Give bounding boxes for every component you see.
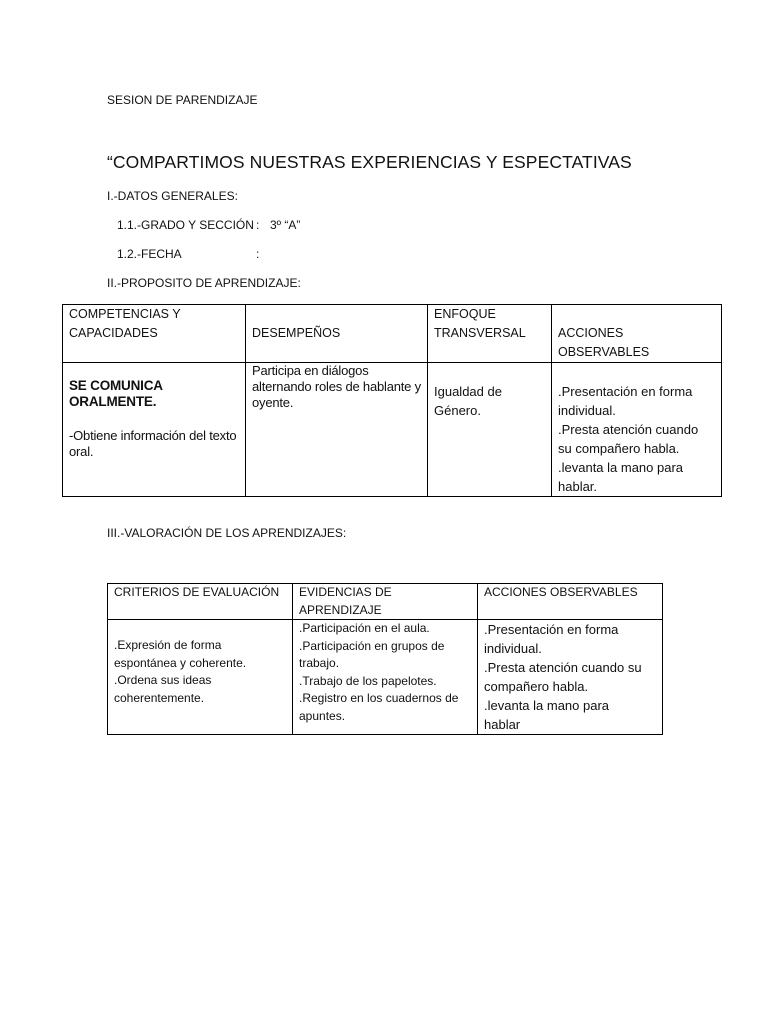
valoracion-table xyxy=(107,583,663,735)
evidencia-line: .Trabajo de los papelotes. xyxy=(299,673,437,688)
header-criterios xyxy=(108,584,293,620)
header-desempenos xyxy=(246,305,428,363)
cell-criterios xyxy=(108,620,293,735)
cell-acciones-observables xyxy=(478,620,663,735)
document-type: SESION DE PARENDIZAJE xyxy=(107,93,258,107)
section-3-heading: III.-VALORACIÓN DE LOS APRENDIZAJES: xyxy=(107,526,347,540)
criterio-line: coherentemente. xyxy=(114,690,205,705)
section-1-heading: I.-DATOS GENERALES: xyxy=(107,189,238,203)
document-title: “COMPARTIMOS NUESTRAS EXPERIENCIAS Y ESPECTATIVAS xyxy=(107,152,632,172)
header-evidencias-label: EVIDENCIAS DE APRENDIZAJE xyxy=(299,585,392,617)
header-desempenos-label: DESEMPEÑOS xyxy=(252,326,341,340)
accion-line: individual. xyxy=(558,403,616,418)
evidencia-line: .Registro en los cuadernos de xyxy=(299,691,459,705)
header-competencias-line2: CAPACIDADES xyxy=(69,326,158,340)
criterio-line: espontánea y coherente. xyxy=(114,655,247,670)
enfoque-line2: Género. xyxy=(434,403,481,418)
cell-competencia xyxy=(63,363,246,497)
cell-evidencias xyxy=(293,620,478,735)
accion-line: .Presta atención cuando xyxy=(558,422,699,437)
competencia-line1: SE COMUNICA xyxy=(69,378,163,393)
header-competencias-line1: COMPETENCIAS Y xyxy=(69,307,181,321)
evidencia-line: apuntes. xyxy=(299,708,346,723)
table-header-row xyxy=(63,305,722,363)
table-row xyxy=(63,363,722,497)
criterio-line: .Expresión de forma xyxy=(114,638,222,652)
section-2-heading: II.-PROPOSITO DE APRENDIZAJE: xyxy=(107,276,301,290)
accion-line: .Presentación en forma xyxy=(558,384,693,399)
evidencia-line: .Participación en grupos de xyxy=(299,638,445,653)
table-row xyxy=(108,620,663,735)
enfoque-line1: Igualdad de xyxy=(434,384,502,399)
proposito-table xyxy=(62,304,722,497)
desempeno-line2: alternando roles de hablante y xyxy=(252,379,421,394)
header-acciones-observables-label: ACCIONES OBSERVABLES xyxy=(484,585,638,599)
desempeno-line1: Participa en diálogos xyxy=(252,363,369,378)
accion-line: .Presta atención cuando su xyxy=(484,660,642,675)
evidencia-line: trabajo. xyxy=(299,656,340,670)
header-enfoque-line1: ENFOQUE xyxy=(434,307,496,321)
cell-enfoque xyxy=(428,363,552,497)
header-acciones-observables xyxy=(478,584,663,620)
capacidad-line2: oral. xyxy=(69,444,94,459)
accion-line: hablar xyxy=(484,717,521,732)
grado-value: 3º “A” xyxy=(270,218,301,232)
accion-line: .levanta la mano para xyxy=(558,460,684,475)
header-acciones-line1: ACCIONES xyxy=(558,326,624,340)
accion-line: .Presentación en forma xyxy=(484,622,619,637)
fecha-separator: : xyxy=(256,247,260,261)
header-evidencias xyxy=(293,584,478,620)
table-header-row xyxy=(108,584,663,620)
criterio-line: .Ordena sus ideas xyxy=(114,673,212,687)
header-acciones xyxy=(552,305,722,363)
accion-line: individual. xyxy=(484,641,542,656)
evidencia-line: .Participación en el aula. xyxy=(299,621,430,635)
grado-separator: : xyxy=(256,218,260,232)
grado-label: 1.1.-GRADO Y SECCIÓN xyxy=(117,218,254,232)
competencia-line2: ORALMENTE. xyxy=(69,394,157,409)
cell-acciones xyxy=(552,363,722,497)
header-criterios-label: CRITERIOS DE EVALUACIÓN xyxy=(114,585,280,599)
desempeno-line3: oyente. xyxy=(252,395,294,410)
accion-line: hablar. xyxy=(558,479,598,494)
accion-line: su compañero habla. xyxy=(558,441,680,456)
capacidad-line1: -Obtiene información del texto xyxy=(69,428,237,443)
fecha-label: 1.2.-FECHA xyxy=(117,247,182,261)
header-acciones-line2: OBSERVABLES xyxy=(558,345,650,359)
accion-line: compañero habla. xyxy=(484,679,589,694)
cell-desempeno xyxy=(246,363,428,497)
header-enfoque-line2: TRANSVERSAL xyxy=(434,326,526,340)
header-enfoque xyxy=(428,305,552,363)
header-competencias xyxy=(63,305,246,363)
accion-line: .levanta la mano para xyxy=(484,698,610,713)
